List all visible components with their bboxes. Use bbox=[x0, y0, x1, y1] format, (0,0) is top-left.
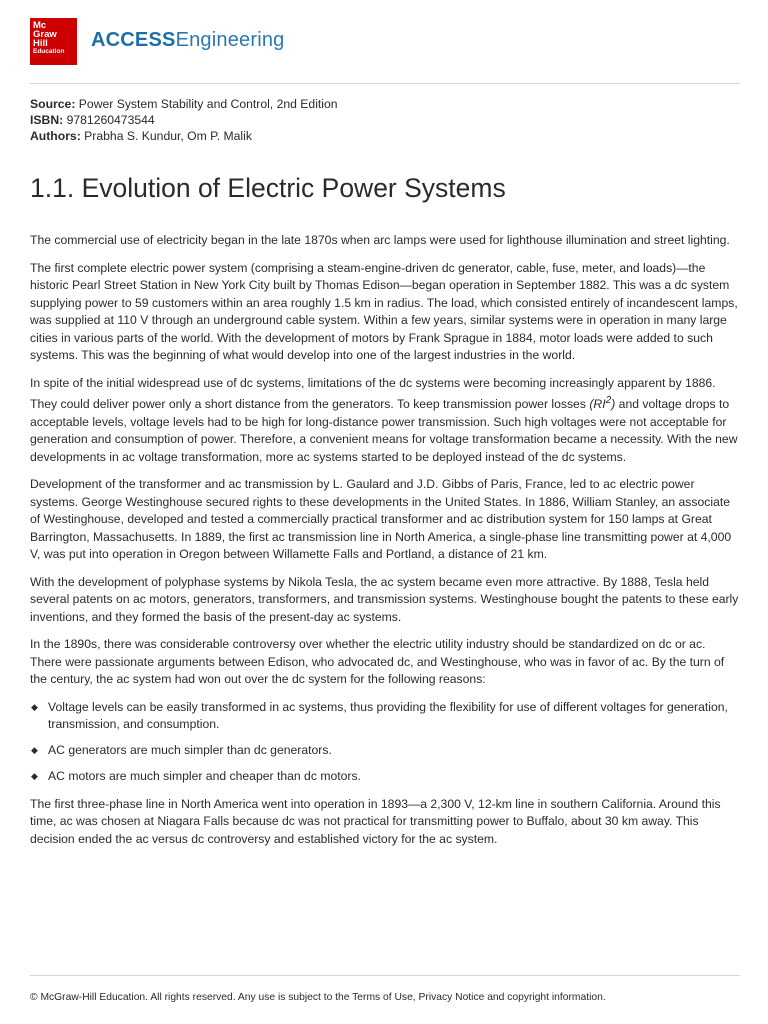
article-body bbox=[30, 232, 740, 858]
paragraph-2: The first complete electric power system (comprising a steam-engine-driven dc generator, cable, fuse, meter, and loads)—the historic Pearl Street Station in New York City built by Thomas Edison—began operation in September 1882. This was a dc system supplying power to 59 customers within an area roughly 1.5 km in radius. The load, which consisted entirely of incandescent lamps, was supplied at 110 V through an underground cable system. Within a few years, similar systems were in operation in many large cities in various parts of the world. With the development of motors by Frank Sprague in 1884, motor loads were added to such systems. This was the beginning of what would develop into one of the largest industries in the world. bbox=[30, 260, 738, 362]
page-header bbox=[30, 18, 740, 84]
authors-row: Authors: Prabha S. Kundur, Om P. Malik bbox=[30, 129, 252, 143]
diamond-bullet-icon: ◆ bbox=[31, 745, 38, 756]
page-title: 1.1. Evolution of Electric Power Systems bbox=[30, 173, 506, 203]
copyright-footer: © McGraw-Hill Education. All rights reserved. Any use is subject to the Terms of Use, Privacy Notice and copyright information. bbox=[30, 992, 606, 1003]
header-divider bbox=[30, 83, 740, 84]
logo-access-text: ACCESS bbox=[91, 29, 176, 51]
footer-divider bbox=[30, 975, 740, 976]
paragraph-4: Development of the transformer and ac transmission by L. Gaulard and J.D. Gibbs of Paris, France, led to ac electric power systems. George Westinghouse secured rights to these developments in the United States. In 1886, William Stanley, an associate of Westinghouse, developed and tested a commercially practical transformer and ac distribution system for 150 lamps at Great Barrington, Massachusetts. In 1889, the first ac transmission line in North America, a single-phase line transmitting power at 4,000 V, was put into operation in Oregon between Willamette Falls and Portland, a distance of 21 km. bbox=[30, 477, 732, 562]
source-row: Source: Power System Stability and Control, 2nd Edition bbox=[30, 97, 338, 111]
logo-engineering-text: Engineering bbox=[175, 29, 285, 51]
access-engineering-logo[interactable] bbox=[91, 29, 285, 52]
paragraph-1: The commercial use of electricity began in the late 1870s when arc lamps were used for lighthouse illumination and street lighting. bbox=[30, 233, 730, 247]
reasons-list bbox=[30, 699, 740, 786]
power-loss-formula: $(RI^2)$ bbox=[589, 395, 616, 412]
paragraph-5: With the development of polyphase systems by Nikola Tesla, the ac system became even more attractive. By 1888, Tesla held several patents on ac motors, generators, transformers, and transmission systems. Westinghouse bought the patents to these early inventions, and they formed the basis of the present-day ac systems. bbox=[30, 574, 739, 624]
isbn-value: 9781260473544 bbox=[66, 113, 155, 127]
list-item: ◆ Voltage levels can be easily transformed in ac systems, thus providing the flexibility for use of different voltages for generation, transmission, and consumption. bbox=[31, 699, 728, 732]
authors-value: Prabha S. Kundur, Om P. Malik bbox=[84, 129, 252, 143]
source-value: Power System Stability and Control, 2nd Edition bbox=[78, 97, 338, 111]
list-item: ◆ AC generators are much simpler than dc generators. bbox=[30, 742, 740, 760]
diamond-bullet-icon: ◆ bbox=[31, 771, 38, 782]
paragraph-7: The first three-phase line in North America went into operation in 1893—a 2,300 V, 12-km line in southern California. Around this time, ac was chosen at Niagara Falls because dc was not practical for transmitting power to Buffalo, about 30 km away. This decision ended the ac versus dc controversy and established victory for the ac system. bbox=[30, 796, 721, 846]
paragraph-6: In the 1890s, there was considerable controversy over whether the electric utility industry should be standardized on dc or ac. There were passionate arguments between Edison, who advocated dc, and Westinghouse, who was in favor of ac. By the turn of the century, the ac system had won out over the dc system for the following reasons: bbox=[30, 637, 725, 687]
source-metadata bbox=[30, 96, 338, 144]
diamond-bullet-icon: ◆ bbox=[31, 701, 38, 712]
paragraph-3: In spite of the initial widespread use of dc systems, limitations of the dc systems were becoming increasingly apparent by 1886. They could deliver power only a short distance from the generators. To keep transmission power losses $(RI^2)$ and voltage drops to acceptable levels, voltage levels had to be high for long-distance power transmission. Such high voltages were not acceptable for generation and consumption of power. Therefore, a convenient means for voltage transformation became a necessity. With the new developments in ac voltage transformation, more ac systems started to be deployed instead of the dc systems. bbox=[30, 375, 738, 464]
mcgraw-hill-education-logo[interactable]: Mc Graw Hill Education bbox=[30, 18, 77, 65]
list-item: ◆ AC motors are much simpler and cheaper than dc motors. bbox=[30, 768, 740, 786]
isbn-row: ISBN: 9781260473544 bbox=[30, 113, 155, 127]
